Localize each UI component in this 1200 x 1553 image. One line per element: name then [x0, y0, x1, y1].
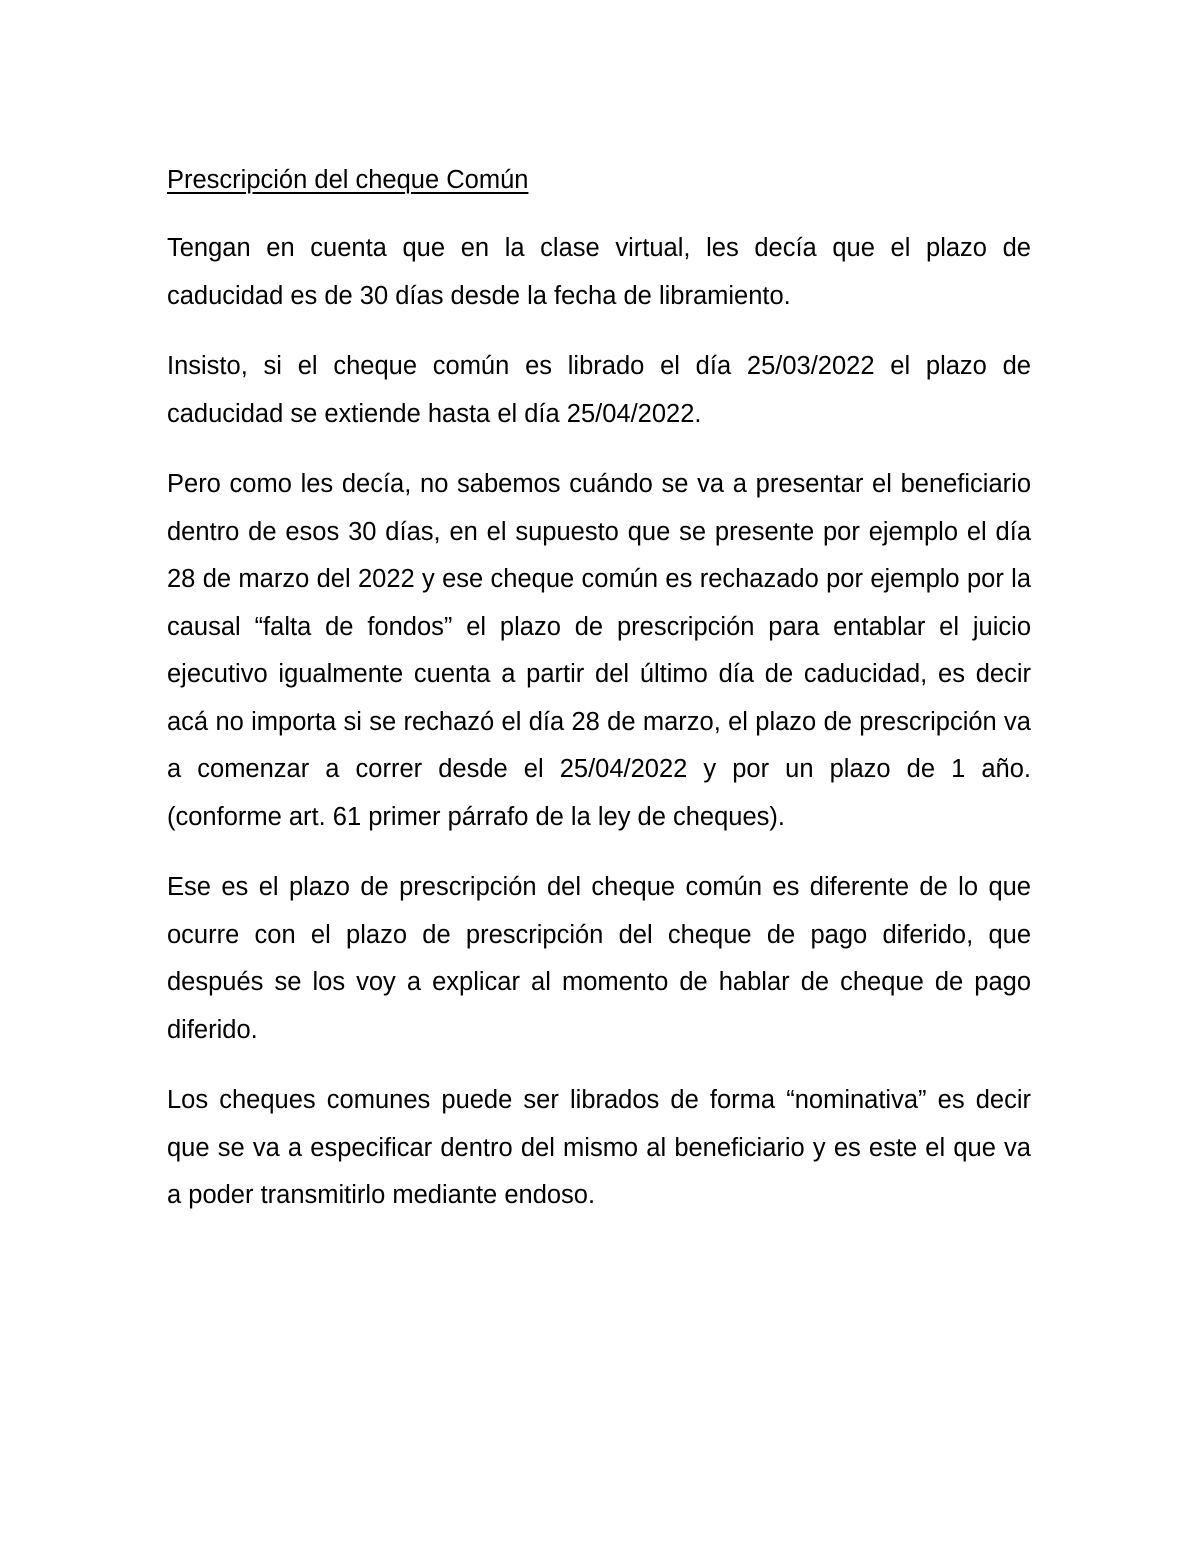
- document-title: Prescripción del cheque Común: [167, 166, 529, 194]
- paragraph-diferencia-pago-diferido: Ese es el plazo de prescripción del cheque común es diferente de lo que ocurre con el plazo de prescripción del cheque de pago diferido, que después se los voy a explicar al momento de hablar de cheque de pago diferido.: [167, 873, 1031, 1044]
- document-body: [167, 162, 1031, 1220]
- paragraph-caducidad: Tengan en cuenta que en la clase virtual, les decía que el plazo de caducidad es de 30 días desde la fecha de libramiento.: [167, 234, 1031, 310]
- paragraph-ejemplo-fechas: Insisto, si el cheque común es librado el día 25/03/2022 el plazo de caducidad se extiende hasta el día 25/04/2022.: [167, 352, 1031, 428]
- paragraph-prescripcion-rechazo: Pero como les decía, no sabemos cuándo se va a presentar el beneficiario dentro de esos 30 días, en el supuesto que se presente por ejemplo el día 28 de marzo del 2022 y ese cheque común es rechazado por ejemplo por la causal “falta de fondos” el plazo de prescripción para entablar el juicio ejecutivo igualmente cuenta a partir del último día de caducidad, es decir acá no importa si se rechazó el día 28 de marzo, el plazo de prescripción va a comenzar a correr desde el 25/04/2022 y por un plazo de 1 año. (conforme art. 61 primer párrafo de la ley de cheques).: [167, 470, 1031, 831]
- paragraph-nominativa: Los cheques comunes puede ser librados de forma “nominativa” es decir que se va a especificar dentro del mismo al beneficiario y es este el que va a poder transmitirlo mediante endoso.: [167, 1086, 1031, 1209]
